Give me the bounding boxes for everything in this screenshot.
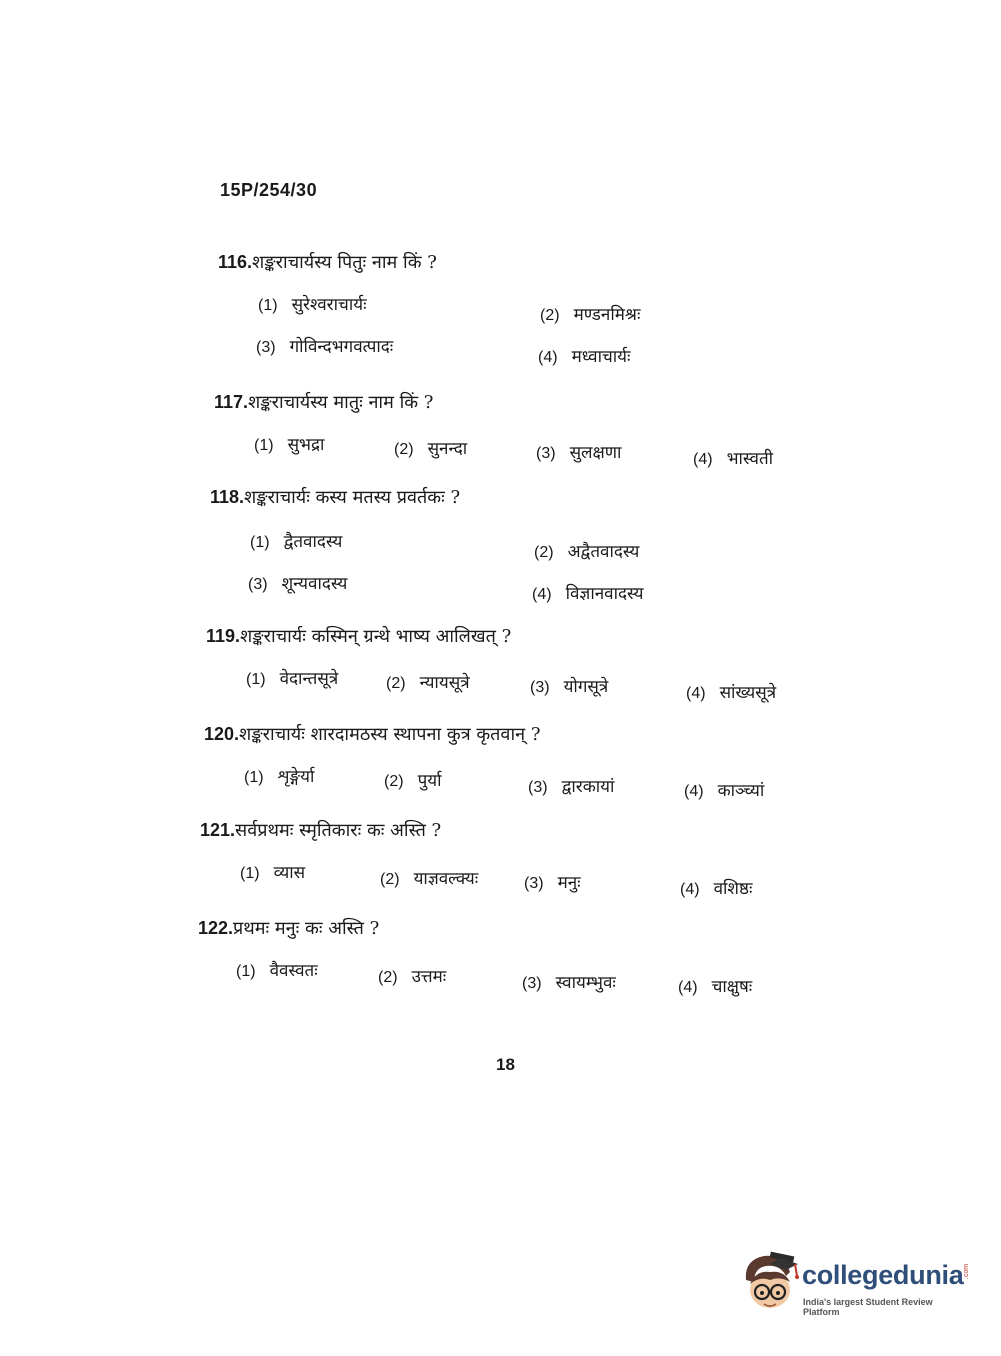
option: [258, 292, 367, 315]
question-number: 121.: [200, 820, 236, 840]
option-number: (1): [250, 534, 270, 551]
option-text: सुभद्रा: [287, 435, 325, 455]
option-text: वैवस्वतः: [269, 961, 318, 981]
option-number: (4): [693, 451, 713, 468]
option: [240, 860, 305, 883]
option-text: सुलक्षणा: [569, 443, 622, 463]
question-stem: [204, 722, 540, 746]
option-text: वेदान्तसूत्रे: [279, 669, 339, 689]
page-number: 18: [496, 1055, 515, 1074]
question-text: शङ्कराचार्यः कस्मिन् ग्रन्थे भाष्य आलिखत् ?: [240, 626, 512, 647]
option-number: (1): [254, 437, 274, 454]
brand-domain: .com: [963, 1263, 971, 1280]
question-120: [0, 722, 1001, 822]
option: [254, 432, 324, 455]
option: [522, 970, 616, 993]
question-number: 117.: [214, 392, 249, 412]
option: [246, 666, 338, 689]
option: [248, 571, 347, 594]
option: [378, 964, 446, 987]
option: [693, 446, 773, 469]
option-number: (4): [532, 586, 552, 603]
option-number: (4): [684, 783, 704, 800]
option: [678, 974, 752, 997]
option-number: (3): [256, 339, 276, 356]
option: [532, 581, 644, 604]
option-number: (4): [538, 349, 558, 366]
question-number: 116.: [218, 252, 253, 272]
option-text: पुर्या: [417, 771, 442, 791]
option-text: विज्ञानवादस्य: [565, 584, 644, 604]
question-121: [0, 818, 1001, 918]
question-stem: [214, 390, 433, 414]
question-text: शङ्कराचार्यः कस्य मतस्य प्रवर्तकः ?: [244, 487, 461, 508]
option: [250, 529, 342, 552]
option-number: (1): [244, 769, 264, 786]
question-number: 119.: [206, 626, 241, 646]
brand-tagline: India's largest Student Review Platform: [803, 1297, 933, 1317]
option-text: उत्तमः: [411, 967, 447, 987]
option-text: द्वैतवादस्य: [283, 532, 343, 552]
question-stem: [210, 485, 460, 509]
option-number: (1): [246, 671, 266, 688]
question-116: [0, 250, 1001, 367]
question-122: [0, 916, 1001, 1016]
option-number: (3): [248, 576, 268, 593]
collegedunia-watermark: [740, 1250, 970, 1320]
option-number: (2): [378, 969, 398, 986]
option-number: (1): [240, 865, 260, 882]
question-text: सर्वप्रथमः स्मृतिकारः कः अस्ति ?: [235, 820, 442, 841]
option: [386, 670, 470, 693]
option-number: (2): [380, 871, 400, 888]
option: [680, 876, 752, 899]
option: [236, 958, 318, 981]
option-text: सुनन्दा: [427, 439, 468, 459]
question-stem: [198, 916, 379, 940]
option-number: (4): [680, 881, 700, 898]
question-number: 120.: [204, 724, 240, 744]
option-number: (3): [530, 679, 550, 696]
option-text: अद्वैतवादस्य: [567, 542, 640, 562]
option-text: शृङ्गेर्या: [277, 767, 315, 787]
option: [536, 440, 621, 463]
option-text: गोविन्दभगवत्पादः: [289, 337, 394, 357]
option: [528, 774, 614, 797]
option-text: स्वायम्भुवः: [555, 973, 616, 993]
option-text: मनुः: [557, 873, 581, 893]
option: [534, 539, 639, 562]
option-text: योगसूत्रे: [563, 677, 609, 697]
option-number: (3): [522, 975, 542, 992]
option: [256, 334, 393, 357]
question-117: [0, 390, 1001, 490]
option-number: (3): [536, 445, 556, 462]
paper-code: 15P/254/30: [220, 180, 318, 200]
option-text: व्यास: [273, 863, 306, 883]
option-number: (4): [686, 685, 706, 702]
option-text: काञ्च्यां: [717, 781, 765, 801]
option-text: शून्यवादस्य: [281, 574, 348, 594]
question-text: शङ्कराचार्यः शारदामठस्य स्थापना कुत्र कृतवान् ?: [239, 724, 541, 745]
option: [394, 436, 467, 459]
question-text: शङ्कराचार्यस्य मातुः नाम किं ?: [248, 392, 434, 413]
option: [244, 764, 314, 787]
question-text: प्रथमः मनुः कः अस्ति ?: [233, 918, 380, 939]
question-118: [0, 485, 1001, 604]
question-stem: [218, 250, 437, 274]
option-number: (1): [236, 963, 256, 980]
brand-name: collegedunia: [802, 1260, 964, 1290]
option: [380, 866, 478, 889]
option: [524, 870, 581, 893]
option-text: सुरेश्वराचार्यः: [291, 295, 367, 315]
option: [684, 778, 764, 801]
option-number: (2): [540, 307, 560, 324]
question-number: 122.: [198, 918, 234, 938]
option-text: चाक्षुषः: [711, 977, 753, 997]
option-text: न्यायसूत्रे: [419, 673, 470, 693]
option-number: (3): [528, 779, 548, 796]
option: [384, 768, 441, 791]
option-number: (3): [524, 875, 544, 892]
option: [686, 680, 776, 703]
option-number: (4): [678, 979, 698, 996]
question-stem: [206, 624, 511, 648]
student-mascot-icon: [740, 1250, 800, 1312]
option: [540, 302, 640, 325]
question-number: 118.: [210, 487, 245, 507]
option-number: (2): [534, 544, 554, 561]
question-stem: [200, 818, 441, 842]
option-number: (2): [384, 773, 404, 790]
option: [538, 344, 630, 367]
option-number: (2): [386, 675, 406, 692]
question-text: शङ्कराचार्यस्य पितुः नाम किं ?: [252, 252, 437, 273]
option-text: वशिष्ठः: [713, 879, 753, 899]
option-text: मध्वाचार्यः: [571, 347, 631, 367]
option: [530, 674, 608, 697]
question-119: [0, 624, 1001, 724]
option-number: (2): [394, 441, 414, 458]
option-text: भास्वती: [726, 449, 774, 469]
option-text: याज्ञवल्क्यः: [413, 869, 479, 889]
option-text: सांख्यसूत्रे: [719, 683, 777, 703]
option-text: मण्डनमिश्रः: [573, 305, 641, 325]
option-text: द्वारकायां: [561, 777, 615, 797]
option-number: (1): [258, 297, 278, 314]
